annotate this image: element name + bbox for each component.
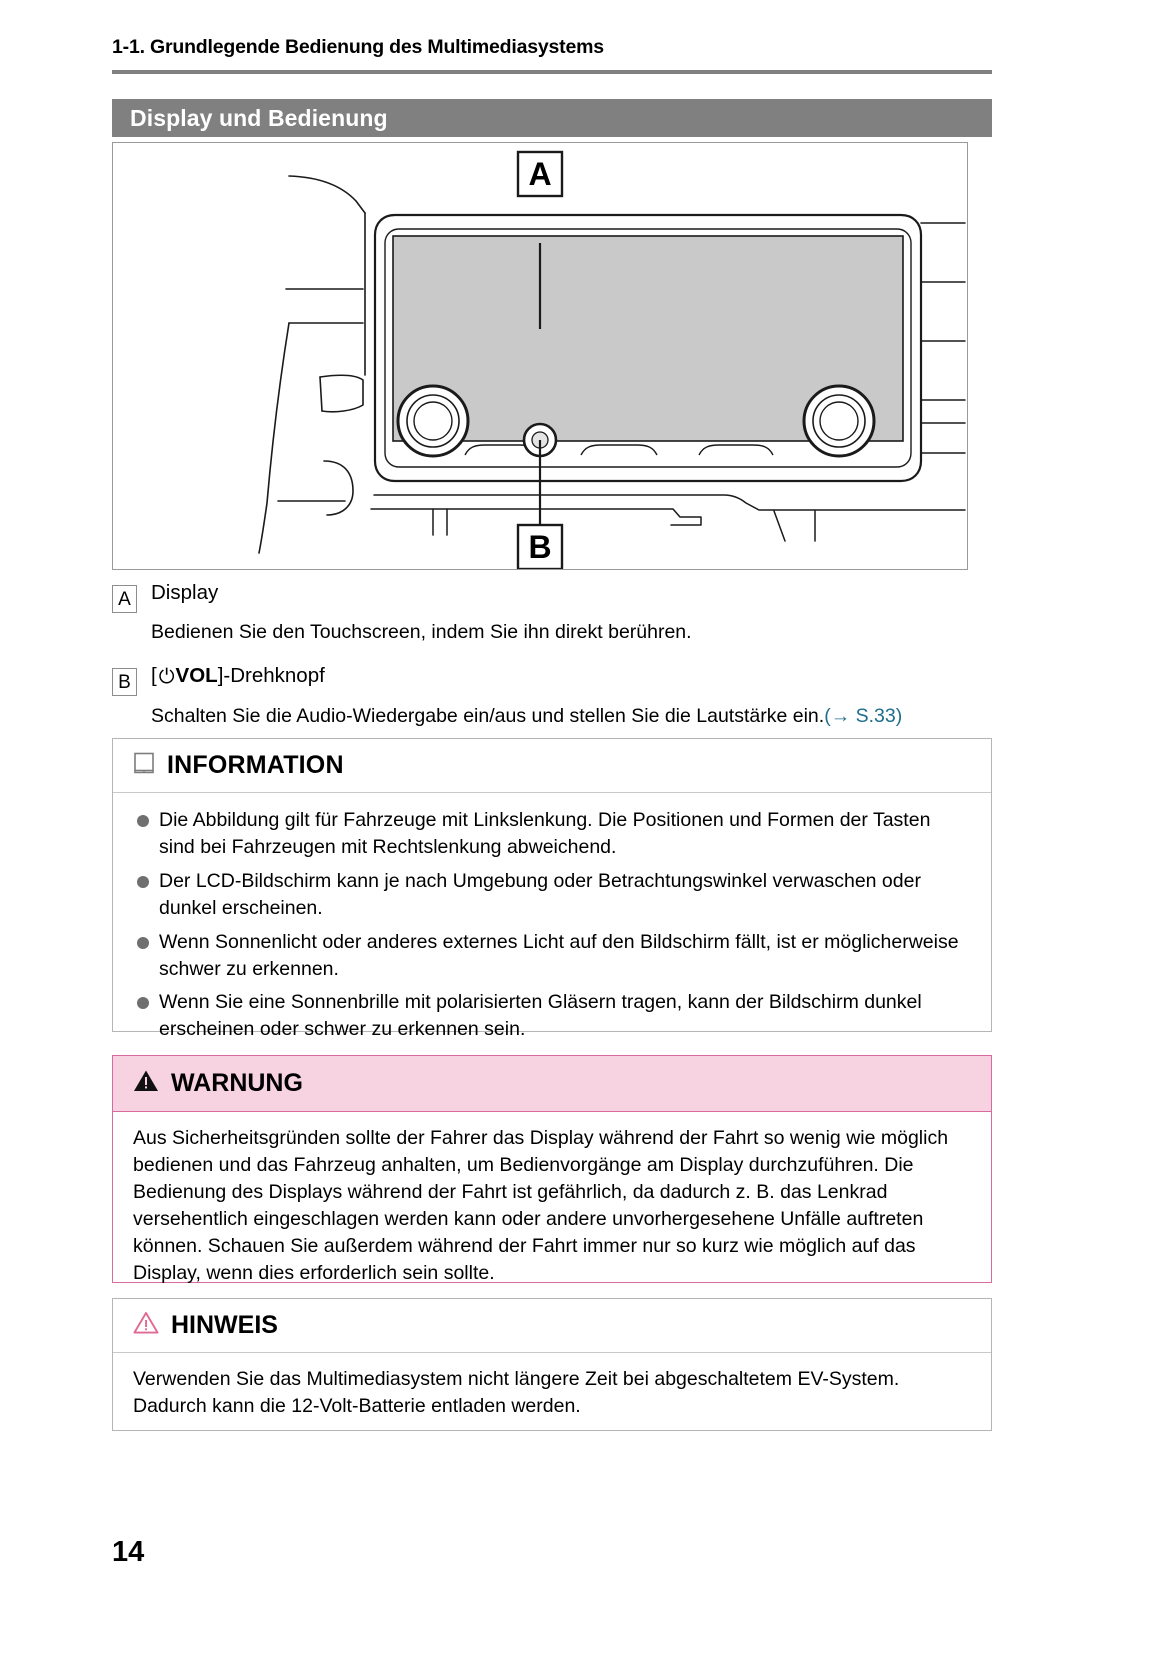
page-number: 14 bbox=[112, 1536, 145, 1568]
notice-body: Verwenden Sie das Multimediasystem nicht längere Zeit bei abgeschaltetem EV-System. Dadurch kann die 12-Volt-Batterie entladen werden. bbox=[133, 1368, 900, 1417]
information-box bbox=[112, 738, 992, 1041]
running-header: 1-1. Grundlegende Bedienung des Multimediasystems bbox=[112, 36, 604, 58]
bracket-open: [ bbox=[151, 664, 157, 687]
right-rotary-knob bbox=[804, 386, 874, 456]
section-title-text: Display und Bedienung bbox=[130, 104, 388, 131]
svg-text:A: A bbox=[528, 156, 552, 192]
bracket-close-suffix: ]-Drehknopf bbox=[217, 664, 325, 687]
dashboard-diagram bbox=[113, 143, 967, 569]
figure-callout-b bbox=[518, 525, 562, 569]
callout-b-marker: B bbox=[112, 668, 137, 696]
warning-triangle-icon bbox=[133, 1069, 159, 1098]
section-title-bar bbox=[112, 99, 992, 137]
information-bullet: Wenn Sonnenlicht oder anderes externes Licht auf den Bildschirm fällt, ist er möglicherweise schwer zu erkennen. bbox=[133, 929, 971, 983]
information-bullet: Die Abbildung gilt für Fahrzeuge mit Linkslenkung. Die Positionen und Formen der Tasten sind bei Fahrzeugen mit Rechtslenkung abweichend. bbox=[133, 807, 971, 861]
callout-b bbox=[112, 663, 325, 696]
callout-a bbox=[112, 580, 218, 613]
notice-box bbox=[112, 1298, 992, 1431]
callout-b-label bbox=[151, 664, 325, 687]
information-bullet: Der LCD-Bildschirm kann je nach Umgebung oder Betrachtungswinkel verwaschen oder dunkel erscheinen. bbox=[133, 868, 971, 922]
information-bullet: Wenn Sie eine Sonnenbrille mit polarisierten Gläsern tragen, kann der Bildschirm dunkel erscheinen oder schwer zu erkennen sein. bbox=[133, 989, 971, 1043]
page-reference-link[interactable]: (→ S.33) bbox=[824, 705, 903, 727]
warning-header bbox=[113, 1056, 991, 1112]
callout-a-description: Bedienen Sie den Touchscreen, indem Sie ihn direkt berühren. bbox=[151, 621, 692, 643]
notice-header bbox=[113, 1299, 991, 1353]
callout-a-label: Display bbox=[151, 581, 219, 604]
warning-box bbox=[112, 1055, 992, 1283]
notice-heading: HINWEIS bbox=[171, 1311, 278, 1339]
information-header bbox=[113, 739, 991, 793]
callout-a-marker: A bbox=[112, 585, 137, 613]
warning-heading: WARNUNG bbox=[171, 1069, 303, 1097]
caution-triangle-icon bbox=[133, 1311, 159, 1340]
power-icon: ⏻ bbox=[158, 666, 175, 688]
information-heading: INFORMATION bbox=[167, 751, 344, 779]
display-illustration bbox=[112, 142, 968, 570]
information-bullet-list bbox=[133, 807, 971, 1043]
header-rule bbox=[112, 70, 992, 74]
figure-callout-a bbox=[518, 152, 562, 196]
warning-body: Aus Sicherheitsgründen sollte der Fahrer das Display während der Fahrt so wenig wie möglich bedienen und das Fahrzeug anhalten, um Bedienvorgänge am Display durchzuführen. Die Bedienung des Displays während der Fahrt ist gefährlich, da dadurch z. B. das Lenkrad versehentlich eingeschlagen werden kann oder andere unvorhergesehene Unfälle auftreten können. Schauen Sie außerdem während der Fahrt immer nur so kurz wie möglich auf das Display, wenn dies erforderlich sein sollte. bbox=[133, 1127, 949, 1284]
left-rotary-knob bbox=[398, 386, 468, 456]
vol-text: VOL bbox=[175, 664, 218, 687]
book-icon bbox=[133, 751, 155, 780]
callout-b-description-text: Schalten Sie die Audio-Wiedergabe ein/aus und stellen Sie die Lautstärke ein. bbox=[151, 705, 825, 727]
svg-text:B: B bbox=[528, 529, 552, 565]
information-body bbox=[113, 793, 991, 1059]
callout-b-description bbox=[151, 703, 902, 729]
